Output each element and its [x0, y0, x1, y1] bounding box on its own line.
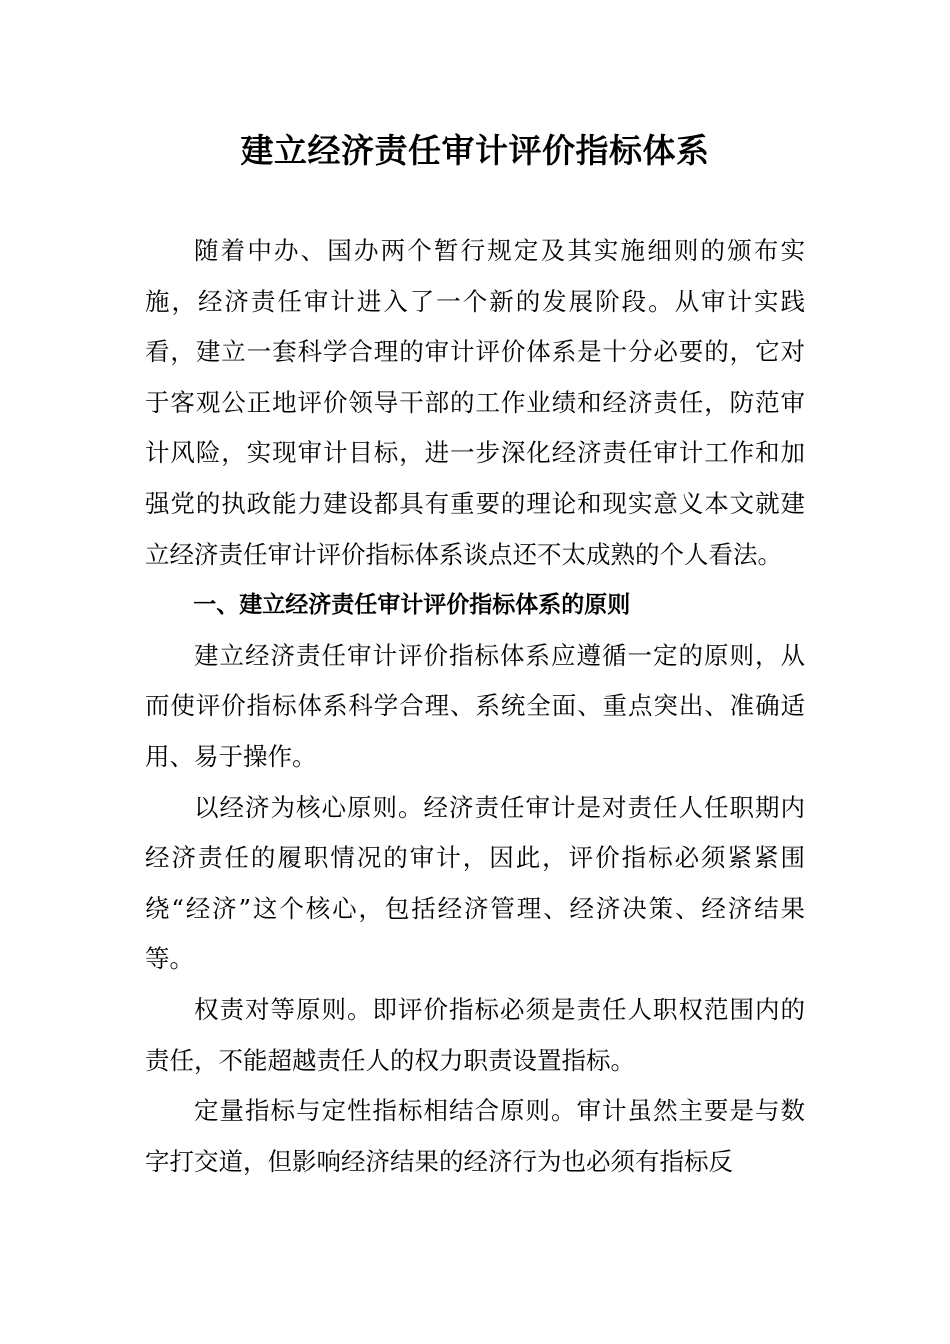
paragraph-principles: 建立经济责任审计评价指标体系应遵循一定的原则，从而使评价指标体系科学合理、系统全面、重点突出、准确适用、易于操作。	[145, 640, 805, 771]
paragraph-rights-responsibility: 权责对等原则。即评价指标必须是责任人职权范围内的责任，不能超越责任人的权力职责设置指标。	[145, 994, 805, 1075]
paragraph-intro: 随着中办、国办两个暂行规定及其实施细则的颁布实施，经济责任审计进入了一个新的发展阶段。从审计实践看，建立一套科学合理的审计评价体系是十分必要的，它对于客观公正地评价领导干部的工作业绩和经济责任，防范审计风险，实现审计目标，进一步深化经济责任审计工作和加强党的执政能力建设都具有重要的理论和现实意义本文就建立经济责任审计评价指标体系谈点还不太成熟的个人看法。	[145, 236, 805, 569]
section-heading: 一、建立经济责任审计评价指标体系的原则	[193, 592, 631, 619]
document-body	[145, 226, 805, 1187]
document-title: 建立经济责任审计评价指标体系	[240, 131, 710, 170]
paragraph-quantitative-qualitative: 定量指标与定性指标相结合原则。审计虽然主要是与数字打交道，但影响经济结果的经济行为也必须有指标反	[145, 1096, 805, 1176]
paragraph-economy-core: 以经济为核心原则。经济责任审计是对责任人任职期内经济责任的履职情况的审计，因此，评价指标必须紧紧围绕“经济”这个核心，包括经济管理、经济决策、经济结果等。	[145, 792, 805, 974]
